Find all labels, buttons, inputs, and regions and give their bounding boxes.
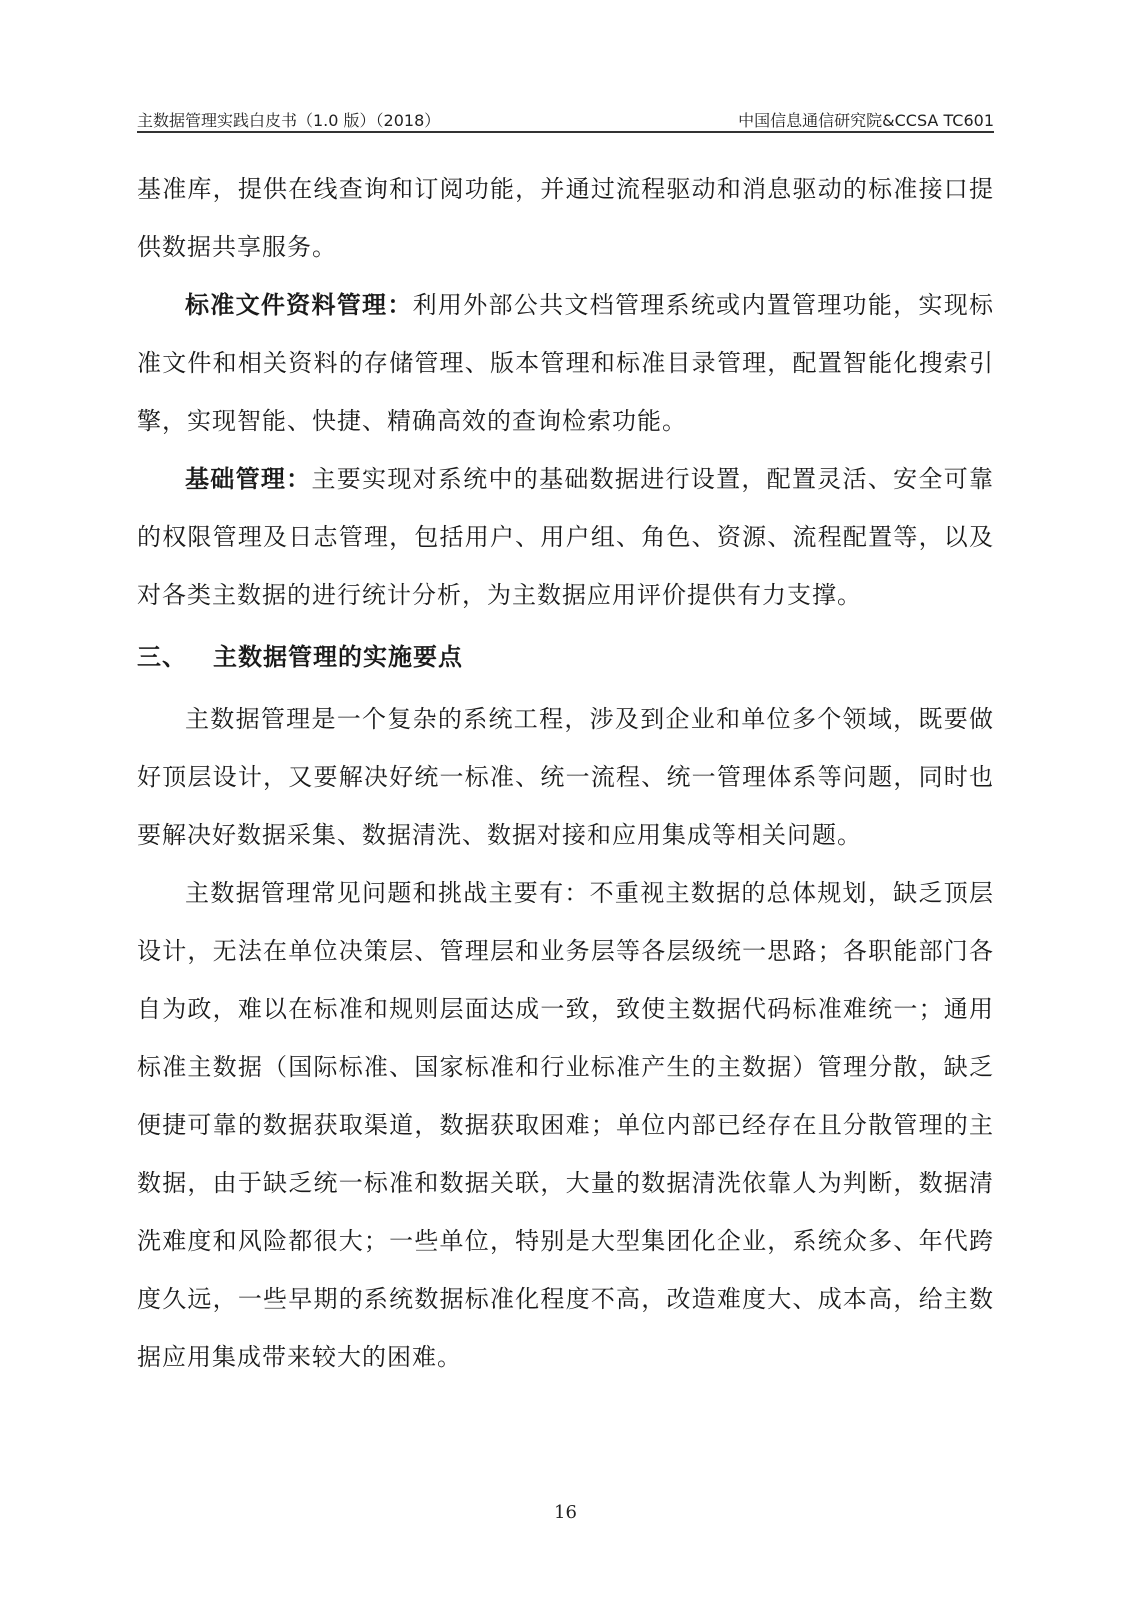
header-title: 主数据管理实践白皮书（1.0 版）（2018）	[137, 110, 441, 130]
page-footer	[0, 1502, 1131, 1523]
paragraph-challenges	[137, 864, 994, 1386]
page-number: 16	[554, 1502, 577, 1523]
section-number: 三、	[137, 643, 187, 671]
header-rule	[137, 131, 994, 133]
paragraph-text: 基准库，提供在线查询和订阅功能，并通过流程驱动和消息驱动的标准接口提供数据共享服务。	[137, 175, 994, 261]
paragraph-text: 主要实现对系统中的基础数据进行设置，配置灵活、安全可靠的权限管理及日志管理，包括用户、用户组、角色、资源、流程配置等，以及对各类主数据的进行统计分析，为主数据应用评价提供有力支撑。	[137, 465, 994, 609]
paragraph-standard-documents	[137, 276, 994, 450]
paragraph-text: 主数据管理常见问题和挑战主要有：不重视主数据的总体规划，缺乏顶层设计，无法在单位决策层、管理层和业务层等各层级统一思路；各职能部门各自为政，难以在标准和规则层面达成一致，致使主数据代码标准难统一；通用标准主数据（国际标准、国家标准和行业标准产生的主数据）管理分散，缺乏便捷可靠的数据获取渠道，数据获取困难；单位内部已经存在且分散管理的主数据，由于缺乏统一标准和数据关联，大量的数据清洗依靠人为判断，数据清洗难度和风险都很大；一些单位，特别是大型集团化企业，系统众多、年代跨度久远，一些早期的系统数据标准化程度不高，改造难度大、成本高，给主数据应用集成带来较大的困难。	[137, 879, 994, 1371]
paragraph-continuation	[137, 160, 994, 276]
header-organization: 中国信息通信研究院&CCSA TC601	[738, 110, 994, 130]
page-header	[137, 104, 994, 134]
section-title: 主数据管理的实施要点	[213, 643, 463, 671]
paragraph-text: 利用外部公共文档管理系统或内置管理功能，实现标准文件和相关资料的存储管理、版本管理和标准目录管理，配置智能化搜索引擎，实现智能、快捷、精确高效的查询检索功能。	[137, 291, 995, 435]
paragraph-text: 主数据管理是一个复杂的系统工程，涉及到企业和单位多个领域，既要做好顶层设计，又要解决好统一标准、统一流程、统一管理体系等问题，同时也要解决好数据采集、数据清洗、数据对接和应用集成等相关问题。	[137, 705, 994, 849]
paragraph-overview	[137, 690, 994, 864]
section-heading	[137, 628, 994, 686]
paragraph-heading: 标准文件资料管理：	[185, 291, 413, 319]
paragraph-basic-management	[137, 450, 994, 624]
page-content	[137, 160, 994, 1386]
paragraph-heading: 基础管理：	[185, 465, 312, 493]
